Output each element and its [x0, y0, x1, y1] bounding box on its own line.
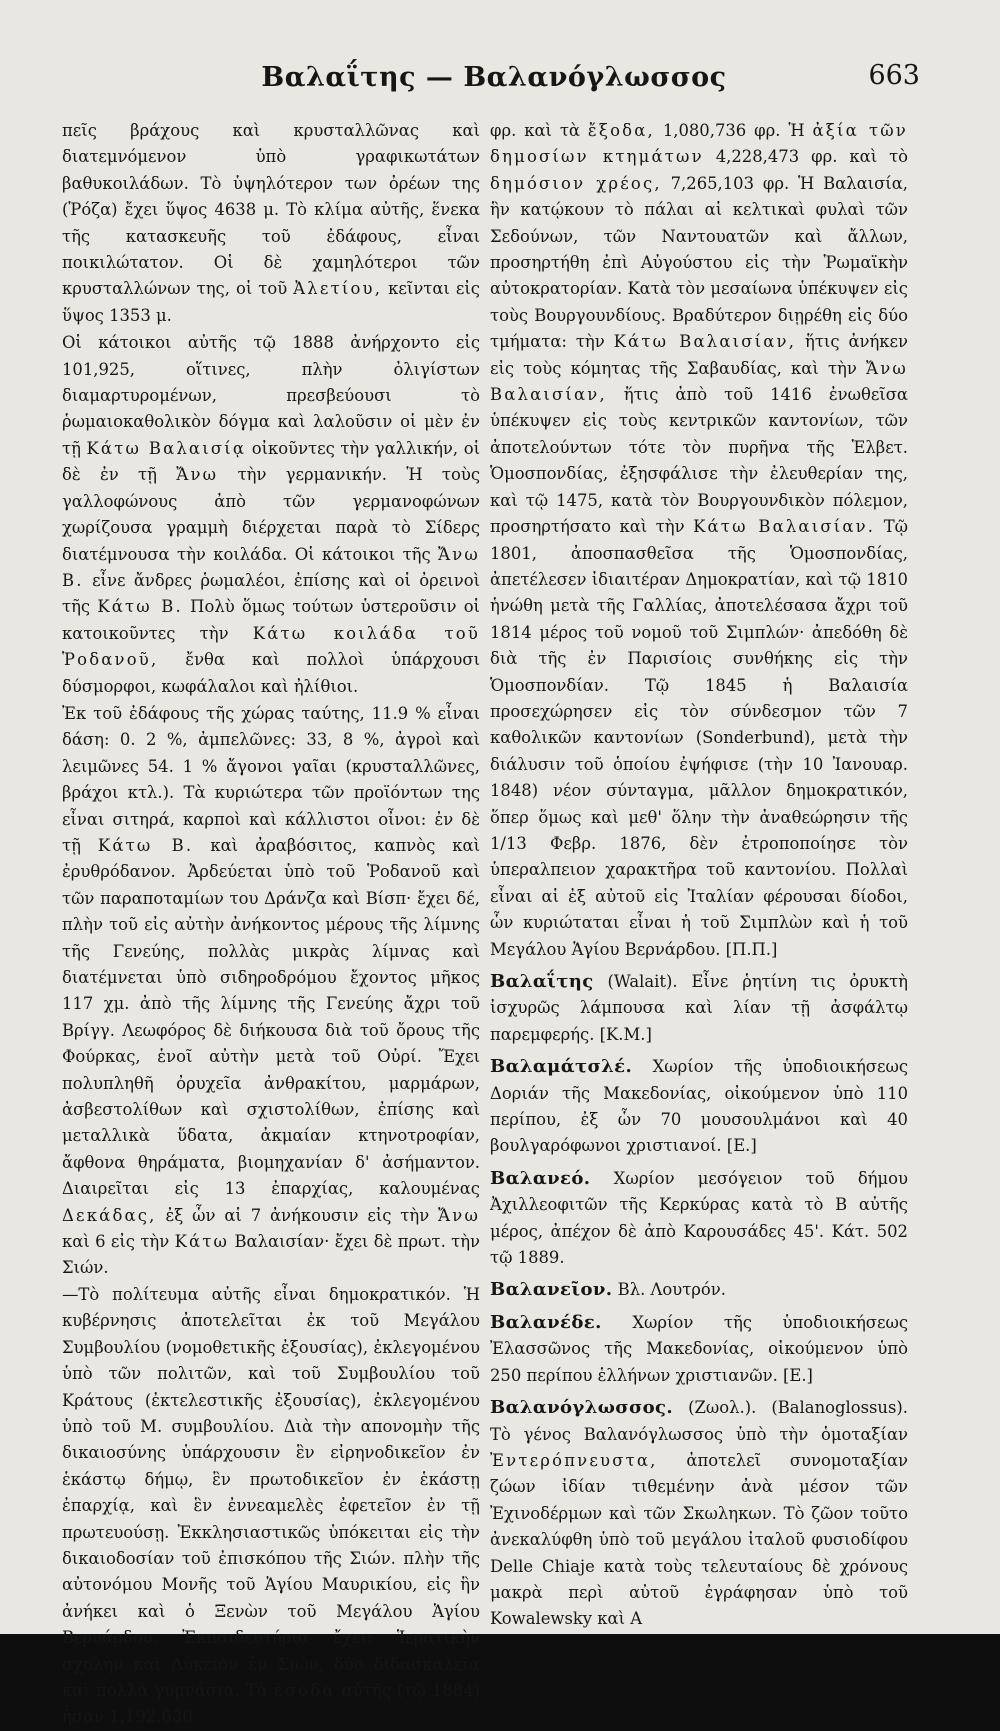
- text-run: —Τὸ πολίτευμα αὐτῆς εἶναι δημοκρατικόν. Ἡ κυβέρνησις ἀποτελεῖται ἐκ τοῦ Μεγάλου Συμβουλίου (νομοθετικῆς ἐξουσίας), ἐκλεγομένου ὑπὸ τῶν πολιτῶν, καὶ τοῦ Συμβουλίου τοῦ Κράτους (ἐκτελεστικῆς ἐξουσίας), ἐκλεγομένου ὑπὸ τοῦ Μ. συμβουλίου. Διὰ τὴν απονομὴν τῆς δικαιοσύνης ὑπάρχουσιν ἓν εἰρηνοδικεῖον ἐν ἑκάστῳ δήμῳ, ἓν πρωτοδικεῖον ἐν ἑκάστῃ ἐπαρχίᾳ, καὶ ἓν ἐννεαμελὲς ἐφετεῖον ἐν τῇ πρωτευούσῃ. Ἐκκλησιαστικῶς ὑπόκειται εἰς τὴν δικαιοδοσίαν τοῦ ἐπισκόπου τῆς Σιών. πλὴν τῆς αὐτονόμου Μονῆς τοῦ Ἁγίου Μαυρικίου, εἰς ἣν ἀνήκει καὶ ὁ Ξενὼν τοῦ Μεγάλου Ἁγίου Βερνάρδου. Ἐκπαιδευτήρια ἔχει: Ἱερατικὴν σχολὴν καὶ Λύκειον ἐν Σιών, δύο διδασκαλεῖα καὶ πολλὰ γυμνάσια. Τὰ: [62, 1284, 480, 1700]
- page-header: [60, 58, 928, 100]
- spaced-text: Κάτω Βαλαισίᾳ: [86, 438, 247, 458]
- text-run: πεῖς βράχους καὶ κρυσταλλῶνας καὶ διατεμνόμενον ὑπὸ γραφικωτάτων βαθυκοιλάδων. Τὸ ὑψηλότερον των ὀρέων της (Ῥόζα) ἔχει ὕψος 4638 μ. Τὸ κλίμα αὐτῆς, ἕνεκα τῆς κατασκευῆς τοῦ ἐδάφους, εἶναι ποικιλώτατον. Οἱ δὲ χαμηλότεροι τῶν κρυσταλλώνων της, οἱ τοῦ: [62, 121, 480, 299]
- spaced-text: Κάτω Βαλαισίαν.: [693, 517, 876, 537]
- spaced-text: Κάτω Β.: [97, 835, 194, 855]
- text-run: εἶνε ἄνδρες ῥωμαλέοι, ἐπίσης καὶ οἱ ὀρεινοὶ τῆς: [62, 570, 480, 617]
- dictionary-entry: [490, 1395, 908, 1633]
- dictionary-entry: [490, 1054, 908, 1160]
- entry-text: (Walait). Εἶνε ῥητίνη τις ὀρυκτὴ ἰσχυρῶς λάμπουσα καὶ λίαν τῇ ἀσφάλτῳ παρεμφερής. [Κ.Μ.]: [490, 972, 908, 1044]
- dictionary-entry: [490, 1277, 908, 1303]
- dictionary-entry: [490, 969, 908, 1048]
- page-number: 663: [868, 60, 920, 91]
- spaced-text: Ἐντερόπνευστα,: [490, 1450, 658, 1470]
- right-column: [490, 118, 909, 1629]
- entry-headword: Βαλανεό.: [490, 1167, 591, 1189]
- paragraph: [62, 1282, 480, 1731]
- entry-headword: Βαλαμάτσλέ.: [490, 1056, 633, 1078]
- entry-text: Χωρίον μεσόγειον τοῦ δήμου Ἀχιλλεοφιτῶν τῆς Κερκύρας κατὰ τὸ Β αὐτῆς μέρος, ἀπέχον δὲ ἀπὸ Καρουσάδες 45'. Κάτ. 502 τῷ 1889.: [490, 1168, 908, 1268]
- spaced-text: Κάτω Βαλαισίαν,: [613, 332, 797, 352]
- text-run: Πολὺ ὅμως τούτων ὑστεροῦσιν οἱ κατοικοῦντες τὴν: [62, 597, 480, 643]
- left-column: [62, 118, 481, 1727]
- paragraph: [62, 701, 480, 1282]
- text-run: Ἐκ τοῦ ἐδάφους τῆς χώρας ταύτης, 11.9 % εἶναι δάση: 0. 2 %, ἀμπελῶνες: 33, 8 %, ἀγροὶ καὶ λειμῶνες 54. 1 % ἄγονοι γαῖαι (κρυσταλλῶνες, βράχοι κτλ.). Τὰ κυριώτερα τῶν προϊόντων της εἶναι σιτηρά, καρποὶ καὶ κάλλιστοι οἶνοι: ἐν δὲ τῇ: [62, 703, 480, 855]
- entry-text: Χωρίον τῆς ὑποδιοικήσεως Δοριάν τῆς Μακεδονίας, οἰκούμενον ὑπὸ 110 περίπου, ἐξ ὧν 70 μουσουλμάνοι καὶ 40 βουλγαρόφωνοι χριστιανοί. [Ε.]: [490, 1057, 908, 1156]
- spaced-text: Δεκάδας,: [62, 1205, 157, 1225]
- spaced-text: ἔσοδα: [273, 1680, 336, 1700]
- text-run: φρ. καὶ τὰ: [490, 121, 580, 140]
- entry-text: ἀποτελεῖ συνομοταξίαν ζώων ἰδίαν τιθεμένην ἀνὰ μέσον τῶν Ἐχινοδέρμων καὶ τῶν Σκωληκων. Τὸ ζῶον τοῦτο ἀνεκαλύφθη ὑπὸ τοῦ μεγάλου ἰταλοῦ φυσιοδίφου Delle Chiaje κατὰ τοὺς τελευταίους δὲ χρόνους μακρὰ περὶ αὐτοῦ ἐγράφησαν ὑπὸ τοῦ Kowalewsky καὶ A: [490, 1450, 908, 1629]
- running-title: Βαλαΐτης — Βαλανόγλωσσος: [261, 62, 727, 93]
- spaced-text: ἀξία τῶν δημοσίων κτημάτων: [490, 121, 908, 167]
- entry-text: Χωρίον τῆς ὑποδιοικήσεως Ἐλασσῶνος τῆς Μακεδονίας, οἰκούμενον ὑπὸ 250 περίπου ἑλλήνων χριστιανῶν. [Ε.]: [490, 1312, 908, 1385]
- spaced-text: ἔξοδα,: [587, 121, 655, 140]
- text-run: 1,080,736 φρ. Ἡ: [662, 121, 805, 140]
- paragraph: [62, 118, 480, 329]
- entry-headword: Βαλανεῖον.: [490, 1279, 613, 1301]
- text-run: 4,228,473 φρ. καὶ τὸ: [715, 147, 909, 167]
- paragraph: [62, 330, 480, 700]
- text-run: ἔνθα καὶ πολλοὶ ὑπάρχουσι δύσμορφοι, κωφάλαλοι καὶ ἠλίθιοι.: [62, 650, 480, 696]
- text-run: Βαλαισίαν· ἔχει δὲ πρωτ. τὴν Σιών.: [62, 1232, 481, 1278]
- text-run: ἐξ ὧν αἱ 7 ἀνήκουσιν εἰς τὴν: [165, 1205, 430, 1225]
- entry-headword: Βαλαΐτης: [490, 971, 594, 992]
- text-run: κεῖνται εἰς ὕψος 1353 μ.: [62, 279, 480, 325]
- spaced-text: Ἀλετίου,: [293, 279, 383, 299]
- entry-text: (Ζωολ.). (Balanoglossus). Τὸ γένος Βαλανόγλωσσος ὑπὸ τὴν ὁμοταξίαν: [490, 1398, 908, 1444]
- entry-text: Βλ. Λουτρόν.: [617, 1280, 726, 1300]
- text-run: καὶ ἀραβόσιτος, καπνὸς καὶ ἐρυθρόδανον. Ἀρδεύεται ὑπὸ τοῦ Ῥοδανοῦ καὶ τῶν παραποταμίων του Δράνζα καὶ Βίσπ· ἔχει δέ, πλὴν τοῦ εἰς αὐτὴν ἀνήκοντος μέρους τῆς λίμνης τῆς Γενεύης, πολλὰς μικρὰς λίμνας καὶ διατέμνεται ὑπὸ σιδηροδρόμου ἔχοντος μῆκος 117 χμ. ἀπὸ τῆς λίμνης τῆς Γενεύης ἄχρι τοῦ Βρίγγ. Λεωφόρος δὲ διήκουσα διὰ τοῦ ὄρους τῆς Φούρκας, ἑνοῖ αὐτὴν μετὰ τοῦ Οὐρί. Ἔχει πολυπληθῆ ὀρυχεῖα ἀνθρακίτου, μαρμάρων, ἀσβεστολίθων καὶ σχιστολίθων, ἐπίσης καὶ μεταλλικὰ ὕδατα, ἀκμαίαν κτηνοτροφίαν, ἄφθονα θηράματα, βιομηχανίαν δ' ἀσήμαντον. Διαιρεῖται εἰς 13 ἐπαρχίας, καλουμένας: [62, 835, 480, 1199]
- spaced-text: Κάτω Β.: [97, 597, 183, 617]
- text-run: καὶ 6 εἰς τὴν: [62, 1232, 170, 1252]
- text-run: ἥτις ἀνήκεν εἰς τοὺς κόμητας τῆς Σαβαυδίας, καὶ τὴν: [490, 332, 909, 378]
- entry-headword: Βαλανέδε.: [490, 1311, 602, 1333]
- spaced-text: Ἄνω Βαλαισίαν,: [490, 358, 908, 405]
- text-run: αὐτῆς (τῷ 1884) ἦσαν 1,192,630: [62, 1680, 480, 1727]
- spaced-text: δημόσιον χρέος,: [490, 173, 662, 193]
- text-run: Οἱ κάτοικοι αὐτῆς τῷ 1888 ἀνήρχοντο εἰς 101,925, οἵτινες, πλὴν ὀλιγίστων διαμαρτυρομένων, πρεσβεύουσι τὸ ῥωμαιοκαθολικὸν δόγμα καὶ λαλοῦσιν οἱ μὲν ἐν τῇ: [62, 333, 480, 458]
- text-run: ἥτις ἀπὸ τοῦ 1416 ἐνωθεῖσα ὑπέκυψεν εἰς τοὺς κεντρικῶν καντονίων, τῶν ἀποτελούντων τότε τὸν πυρῆνα τῆς Ἑλβετ. Ὁμοσπονδίας, ἐξησφάλισε τὴν ἐλευθερίαν της, καὶ τῷ 1475, κατὰ τὸν Βουργουνδικὸν πόλεμον, προσηρτήσατο καὶ τὴν: [490, 385, 908, 537]
- dictionary-entry: [490, 1166, 908, 1272]
- text-run: τὴν γερμανικήν. Ἡ τοὺς γαλλοφώνους ἀπὸ τῶν γερμανοφώνων χωρίζουσα γραμμὴ διέρχεται παρὰ τὸ Σίδερς διατέμνουσα τὴν κοιλάδα. Οἱ κάτοικοι τῆς: [62, 465, 480, 564]
- spaced-text: Ἄνω: [176, 465, 219, 485]
- spaced-text: Κάτω κοιλάδα τοῦ Ῥοδανοῦ,: [62, 623, 480, 670]
- dictionary-entry: [490, 1310, 908, 1389]
- spaced-text: Κάτω: [174, 1232, 230, 1252]
- text-run: Τῷ 1801, ἀποσπασθεῖσα τῆς Ὁμοσπονδίας, ἀπετέλεσεν ἰδιαιτέραν Δημοκρατίαν, καὶ τῷ 1810 ἡνώθη μετὰ τῆς Γαλλίας, ἀποτελέσασα ἄχρι τοῦ 1814 μέρος τοῦ νομοῦ τοῦ Σιμπλών· ἀπεδόθη δὲ διὰ τῆς ἐν Παρισίοις συνθήκης εἰς τὴν Ὁμοσπονδίαν. Τῷ 1845 ἡ Βαλαισία προσεχώρησεν εἰς τὸν σύνδεσμον τῶν 7 καθολικῶν καντονίων (Sonderbund), μετὰ τὴν διάλυσιν τοῦ ὁποίου ἐψήφισε (τὴν 10 Ἰανουαρ. 1848) νέον σύνταγμα, μᾶλλον δημοκρατικόν, ὅπερ ὅμως καὶ μεθ' ὅλην τὴν ἀναθεώρησιν τῆς 1/13 Φεβρ. 1876, δὲν ἐτροποποίησε τὸν ὑπεραλπειον χαρακτῆρα τοῦ καντονίου. Πολλαὶ εἶναι αἱ ἐξ αὐτοῦ εἰς Ἰταλίαν φέρουσαι δίοδοι, ὧν κυριώταται εἶναι ἡ τοῦ Σιμπλὼν καὶ ἡ τοῦ Μεγάλου Ἁγίου Βερνάρδου. [Π.Π.]: [490, 517, 909, 959]
- entry-headword: Βαλανόγλωσσος.: [490, 1397, 674, 1419]
- text-run: 7,265,103 φρ. Ἡ Βαλαισία, ἣν κατῴκουν τὸ πάλαι αἱ κελτικαὶ φυλαὶ τῶν Σεδούνων, τῶν Ναντουατῶν καὶ ἄλλων, προσηρτήθη ἐπὶ Αὐγούστου εἰς τὴν Ῥωμαϊκὴν αὐτοκρατορίαν. Κατὰ τὸν μεσαίωνα ὑπέκυψεν εἰς τοὺς Βουργουνδίους. Βραδύτερον διῃρέθη εἰς δύο τμήματα: τὴν: [490, 173, 908, 352]
- paragraph: [490, 118, 908, 963]
- text-run: οἰκοῦντες τὴν γαλλικήν, οἱ δὲ ἐν τῇ: [62, 438, 480, 485]
- spaced-text: Ἄνω: [438, 1205, 481, 1225]
- spaced-text: Ἄνω Β.: [62, 544, 480, 590]
